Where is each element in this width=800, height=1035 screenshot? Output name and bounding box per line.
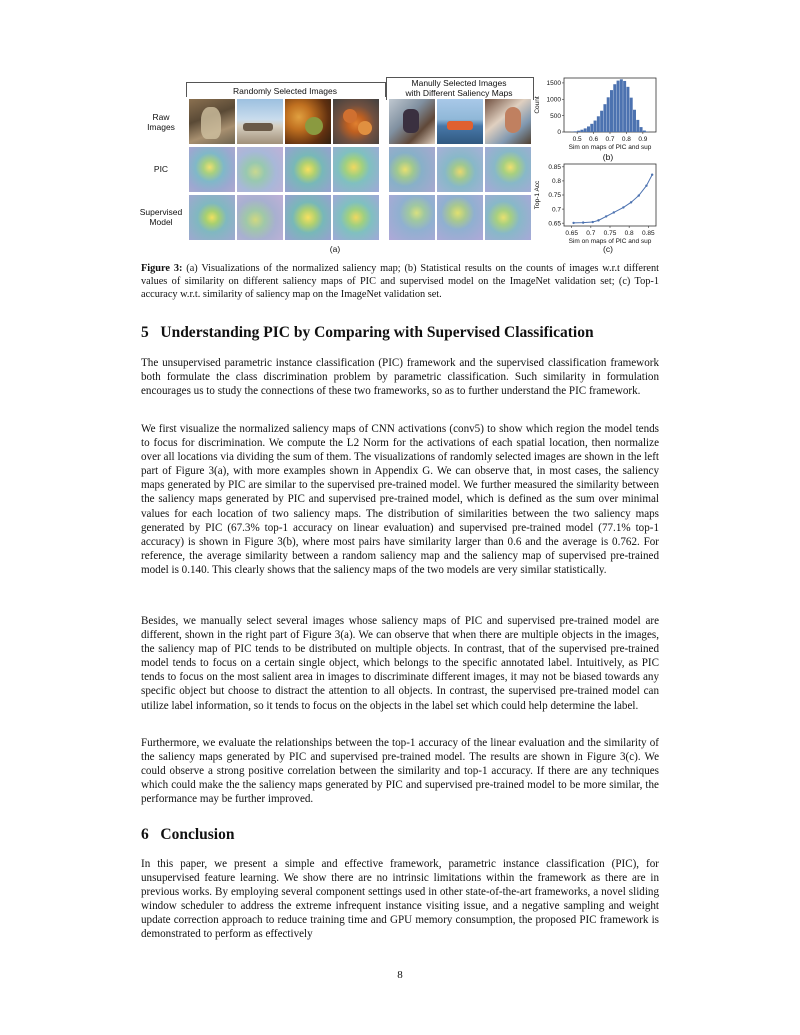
raw-image-4 [333,99,379,144]
paragraph-text: We first visualize the normalized saliency maps of CNN activations (conv5) to show which region the model tends to focus for discrimination. We compute the L2 Norm for the activations of each spatial location, then normalize over all locations via dividing the sum of them. The visualizations of randomly selected images are shown in the left part of Figure 3(a), with more examples shown in Appendix G. We can observe that, in most cases, the saliency maps generated by PIC are similar to the supervised pre-trained model. We further measured the similarity between the saliency maps generated by PIC and supervised pre-trained model, which is defined as the sum over minimal values for each location of two saliency maps. The distribution of similarities between the two saliency maps generated by PIC (67.3% top-1 accuracy on linear evaluation) and supervised pre-trained model (77.1% top-1 accuracy) is shown in Figure 3(b), where most pairs have similarity larger than 0.6 and the average is 0.762. For reference, the average similarity between a random saliency map and the saliency map of supervised pre-trained model is 0.140. This clearly shows that the saliency maps of the two models are very similar statistically. [141,423,659,576]
data-point [572,222,574,224]
chart-b-plot [534,78,656,151]
x-tick-label: 0.65 [565,230,578,237]
data-point [638,194,640,196]
supervised-saliency-7 [485,195,531,240]
histogram-bar [600,111,603,132]
paragraph-text: The unsupervised parametric instance classification (PIC) framework and the supervised classification framework both formulate the class discrimination problem by parametric classification. Such similarity in formulation encourages us to study the connections of these two frameworks, so as to further understand the PIC framework. [141,357,659,398]
supervised-saliency-1 [189,195,235,240]
group-label-manual-1: Manully Selected Images [411,78,507,88]
histogram-bar [613,84,616,132]
histogram-bar [590,124,593,132]
x-tick-label: 0.7 [605,136,615,143]
group-bracket-manual [386,77,534,100]
y-tick-label: 0.85 [548,164,561,172]
chart-b-xlabel: Sim on maps of PIC and sup [568,144,652,151]
section-5-paragraph-4 [141,736,659,806]
histogram-bar [630,98,633,132]
row-label-raw [136,113,186,133]
y-tick-label: 0.7 [551,206,561,214]
supervised-saliency-3 [285,195,331,240]
data-point [645,185,647,187]
data-point [582,221,584,223]
section-5-title: Understanding PIC by Comparing with Supervised Classification [160,324,594,341]
pic-saliency-7 [485,147,531,192]
row-label-raw-line1: Raw [152,112,170,122]
x-tick-label: 0.6 [589,136,599,143]
supervised-saliency-6 [437,195,483,240]
supervised-saliency-5 [389,195,435,240]
pic-saliency-2 [237,147,283,192]
raw-image-7 [485,99,531,144]
histogram-bar [636,120,639,132]
data-point [597,219,599,221]
figure-caption [141,262,659,301]
histogram-bar [626,87,629,132]
row-label-sup-line1: Supervised [139,207,183,217]
supervised-saliency-4 [333,195,379,240]
x-tick-label: 0.85 [642,230,655,237]
paragraph-text: Furthermore, we evaluate the relationships between the top-1 accuracy of the linear evaluation and the similarity of the saliency maps generated by PIC and supervised pre-trained model. The results are shown in Figure 3(c). We could observe a strong positive correlation between the similarity and top-1 accuracy. If there are any techniques which could make the the saliency maps generated by PIC and supervised pre-trained model to be more similar, the performance may be further improved. [141,737,659,806]
histogram-bar [580,130,583,132]
histogram-bar [584,128,587,132]
raw-image-2 [237,99,283,144]
histogram-bar [594,121,597,132]
y-tick-label: 0.8 [551,178,561,186]
histogram-bar [643,131,646,132]
histogram-bar [577,131,580,132]
group-label-random: Randomly Selected Images [233,86,337,96]
section-5-paragraph-1 [141,356,659,398]
y-tick-label: 1500 [546,80,561,88]
chart-b [530,76,660,166]
subfigure-label-b: (b) [602,152,614,162]
supervised-saliency-2 [237,195,283,240]
data-point [613,211,615,213]
paragraph-text: Besides, we manually select several images whose saliency maps of PIC and supervised pre-trained model are different, shown in the right part of Figure 3(a). We can observe that when there are multiple objects in the images, the saliency map of PIC tends to be distributed on multiple objects. In contrast, that of the supervised pre-trained model tends to focus on a certain single object, which belongs to the specific annotated label. Intuitively, as PIC tends to focus on the most salient area in images to discriminate different images, it may not be biased towards any specific object but choose to distract the attention to all objects. In contrast, the supervised pre-trained model can utilize label information, so it tends to focus on the objects in the label set which could help determine the label. [141,615,659,712]
figure-3 [0,0,800,260]
section-5-paragraph-3 [141,614,659,713]
histogram-bar [587,126,590,132]
group-label-manual-2: with Different Saliency Maps [405,88,513,98]
histogram-bar [607,97,610,132]
pic-saliency-5 [389,147,435,192]
histogram-bar [617,81,620,132]
data-point [651,174,653,176]
x-tick-label: 0.8 [621,136,631,143]
row-label-supervised [132,208,190,228]
data-point [592,221,594,223]
y-tick-label: 0.65 [548,220,561,228]
series-line [574,175,653,223]
row-label-pic: PIC [153,164,169,174]
chart-b-ylabel: Count [534,96,541,114]
x-tick-label: 0.5 [572,136,582,143]
page-number: 8 [397,969,403,981]
histogram-bar [610,90,613,132]
caption-text: (a) Visualizations of the normalized saliency map; (b) Statistical results on the counts of images w.r.t different values of similarity on different saliency maps of PIC and supervised model on the ImageNet validation set; (c) Top-1 accuracy w.r.t. similarity of saliency map on the ImageNet validation set. [141,263,660,300]
x-tick-label: 0.8 [624,230,634,237]
x-tick-label: 0.7 [586,230,596,237]
chart-c [530,160,660,246]
x-tick-label: 0.9 [638,136,648,143]
histogram-bar [574,131,577,132]
histogram-bar [640,127,643,132]
subfigure-label-a: (a) [329,244,341,254]
section-6-title: Conclusion [160,826,235,843]
y-tick-label: 0.75 [548,192,561,200]
row-label-raw-line2: Images [147,121,175,132]
chart-c-ylabel: Top-1 Acc [534,180,541,210]
paragraph-text: In this paper, we present a simple and effective framework, parametric instance classification (PIC), for unsupervised feature learning. We show there are no intrinsic limitations within the framework as there are in previous works. By employing several component settings used in other state-of-the-art frameworks, a novel sliding window scheduler to address the extreme infrequent instance visiting issue, and a negative sampling and weight update correction approach to reduce training time and GPU memory consumption, the proposed PIC framework is demonstrated to perform as effectively [141,858,659,941]
section-5-heading [141,324,594,342]
data-point [622,206,624,208]
raw-image-6 [437,99,483,144]
raw-image-1 [189,99,235,144]
y-tick-label: 1000 [546,96,561,104]
section-6-heading [141,826,234,844]
x-tick-label: 0.75 [603,230,617,237]
raw-image-5 [389,99,435,144]
pic-saliency-3 [285,147,331,192]
chart-c-frame [564,164,656,226]
row-label-sup-line2: Model [149,216,173,227]
y-tick-label: 500 [550,112,561,120]
caption-label: Figure 3: [141,263,183,274]
pic-saliency-1 [189,147,235,192]
subfigure-label-c: (c) [603,244,613,254]
pic-saliency-4 [333,147,379,192]
histogram-bar [620,79,623,132]
chart-c-plot [534,164,656,245]
histogram-bar [597,116,600,132]
data-point [630,201,632,203]
chart-c-xlabel: Sim on maps of PIC and sup [568,238,652,245]
group-bracket-random [186,82,386,97]
histogram-bar [603,104,606,132]
section-6-paragraph-1 [141,857,659,942]
section-5-paragraph-2 [141,422,659,577]
y-tick-label: 0 [557,129,561,137]
pic-saliency-6 [437,147,483,192]
raw-image-3 [285,99,331,144]
histogram-bar [623,81,626,132]
data-point [605,215,607,217]
histogram-bar [633,110,636,132]
section-6-number: 6 [141,826,149,843]
section-5-number: 5 [141,324,149,341]
